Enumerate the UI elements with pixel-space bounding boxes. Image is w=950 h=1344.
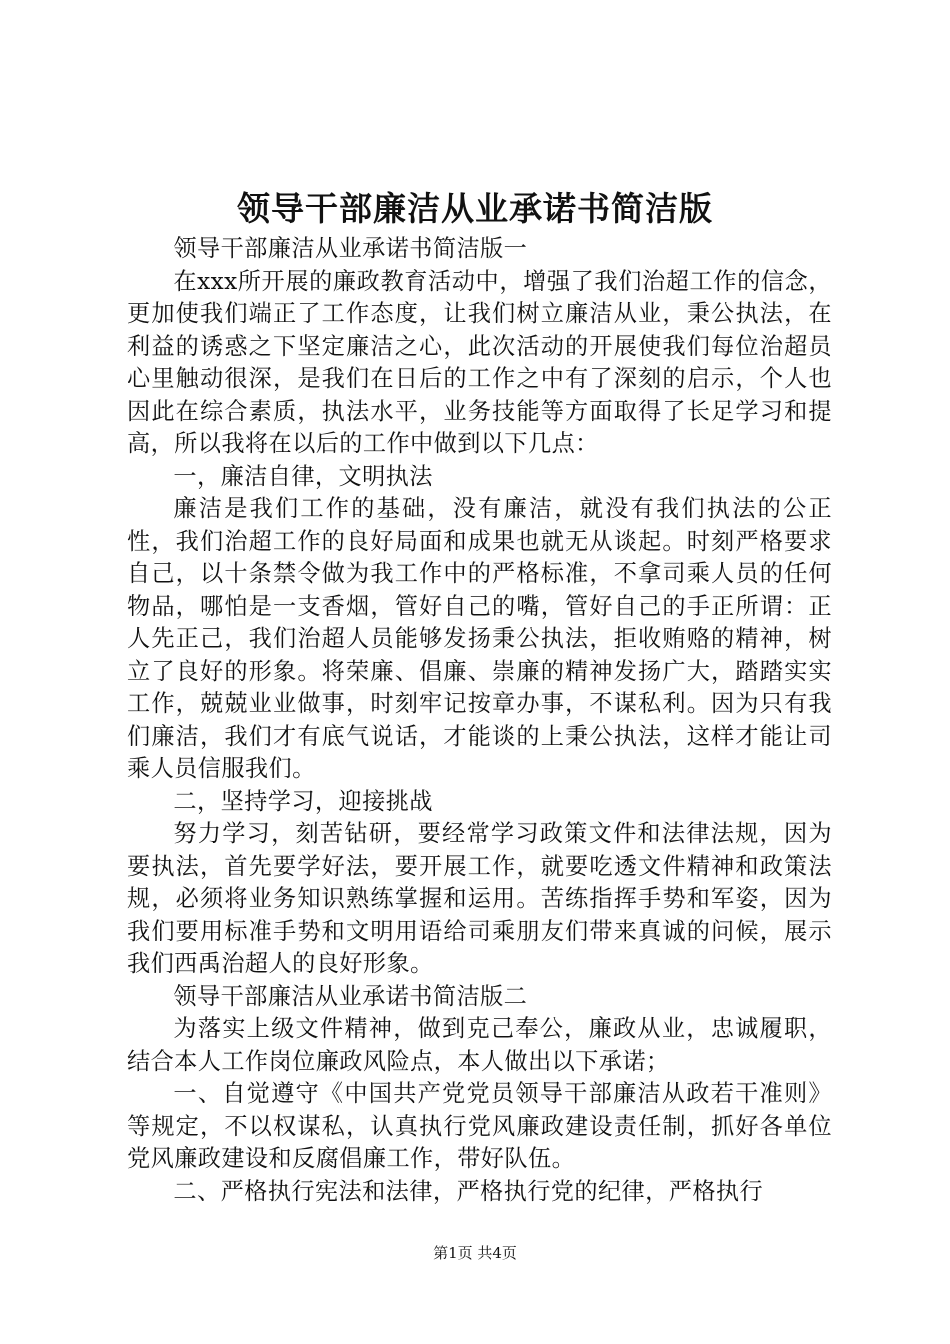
body-paragraph: 为落实上级文件精神，做到克己奉公，廉政从业，忠诚履职，结合本人工作岗位廉政风险点，本人做出以下承诺；	[127, 1015, 832, 1075]
body-paragraph: 一、自觉遵守《中国共产党党员领导干部廉洁从政若干准则》等规定，不以权谋私，认真执行党风廉政建设责任制，抓好各单位党风廉政建设和反腐倡廉工作，带好队伍。	[127, 1080, 832, 1172]
body-paragraph: 努力学习，刻苦钻研，要经常学习政策文件和法律法规，因为要执法，首先要学好法，要开展工作，就要吃透文件精神和政策法规，必须将业务知识熟练掌握和运用。苦练指挥手势和军姿，因为我们要用标准手势和文明用语给司乘朋友们带来真诚的问候，展示我们西禹治超人的良好形象。	[127, 820, 832, 977]
page-footer: 第1页 共4页	[433, 1244, 517, 1262]
body-paragraph: 在xxx所开展的廉政教育活动中，增强了我们治超工作的信念，更加使我们端正了工作态度，让我们树立廉洁从业，秉公执法，在利益的诱惑之下坚定廉洁之心，此次活动的开展使我们每位治超员心里触动很深，是我们在日后的工作之中有了深刻的启示，个人也因此在综合素质，执法水平，业务技能等方面取得了长足学习和提高，所以我将在以后的工作中做到以下几点：	[127, 267, 832, 457]
body-paragraph: 二、严格执行宪法和法律，严格执行党的纪律，严格执行	[173, 1177, 764, 1205]
subheading-integrity: 一，廉洁自律，文明执法	[173, 462, 433, 490]
document-body	[127, 233, 832, 1208]
section-heading-version-two: 领导干部廉洁从业承诺书简洁版二	[173, 982, 528, 1010]
body-paragraph: 廉洁是我们工作的基础，没有廉洁，就没有我们执法的公正性，我们治超工作的良好局面和成果也就无从谈起。时刻严格要求自己，以十条禁令做为我工作中的严格标准，不拿司乘人员的任何物品，哪怕是一支香烟，管好自己的嘴，管好自己的手正所谓：正人先正己，我们治超人员能够发扬秉公执法，拒收贿赂的精神，树立了良好的形象。将荣廉、倡廉、崇廉的精神发扬广大，踏踏实实工作，兢兢业业做事，时刻牢记按章办事，不谋私利。因为只有我们廉洁，我们才有底气说话，才能谈的上秉公执法，这样才能让司乘人员信服我们。	[127, 495, 832, 782]
section-heading-version-one: 领导干部廉洁从业承诺书简洁版一	[173, 235, 528, 262]
document-title: 领导干部廉洁从业承诺书简洁版	[237, 189, 713, 228]
subheading-learning: 二，坚持学习，迎接挑战	[173, 787, 433, 815]
